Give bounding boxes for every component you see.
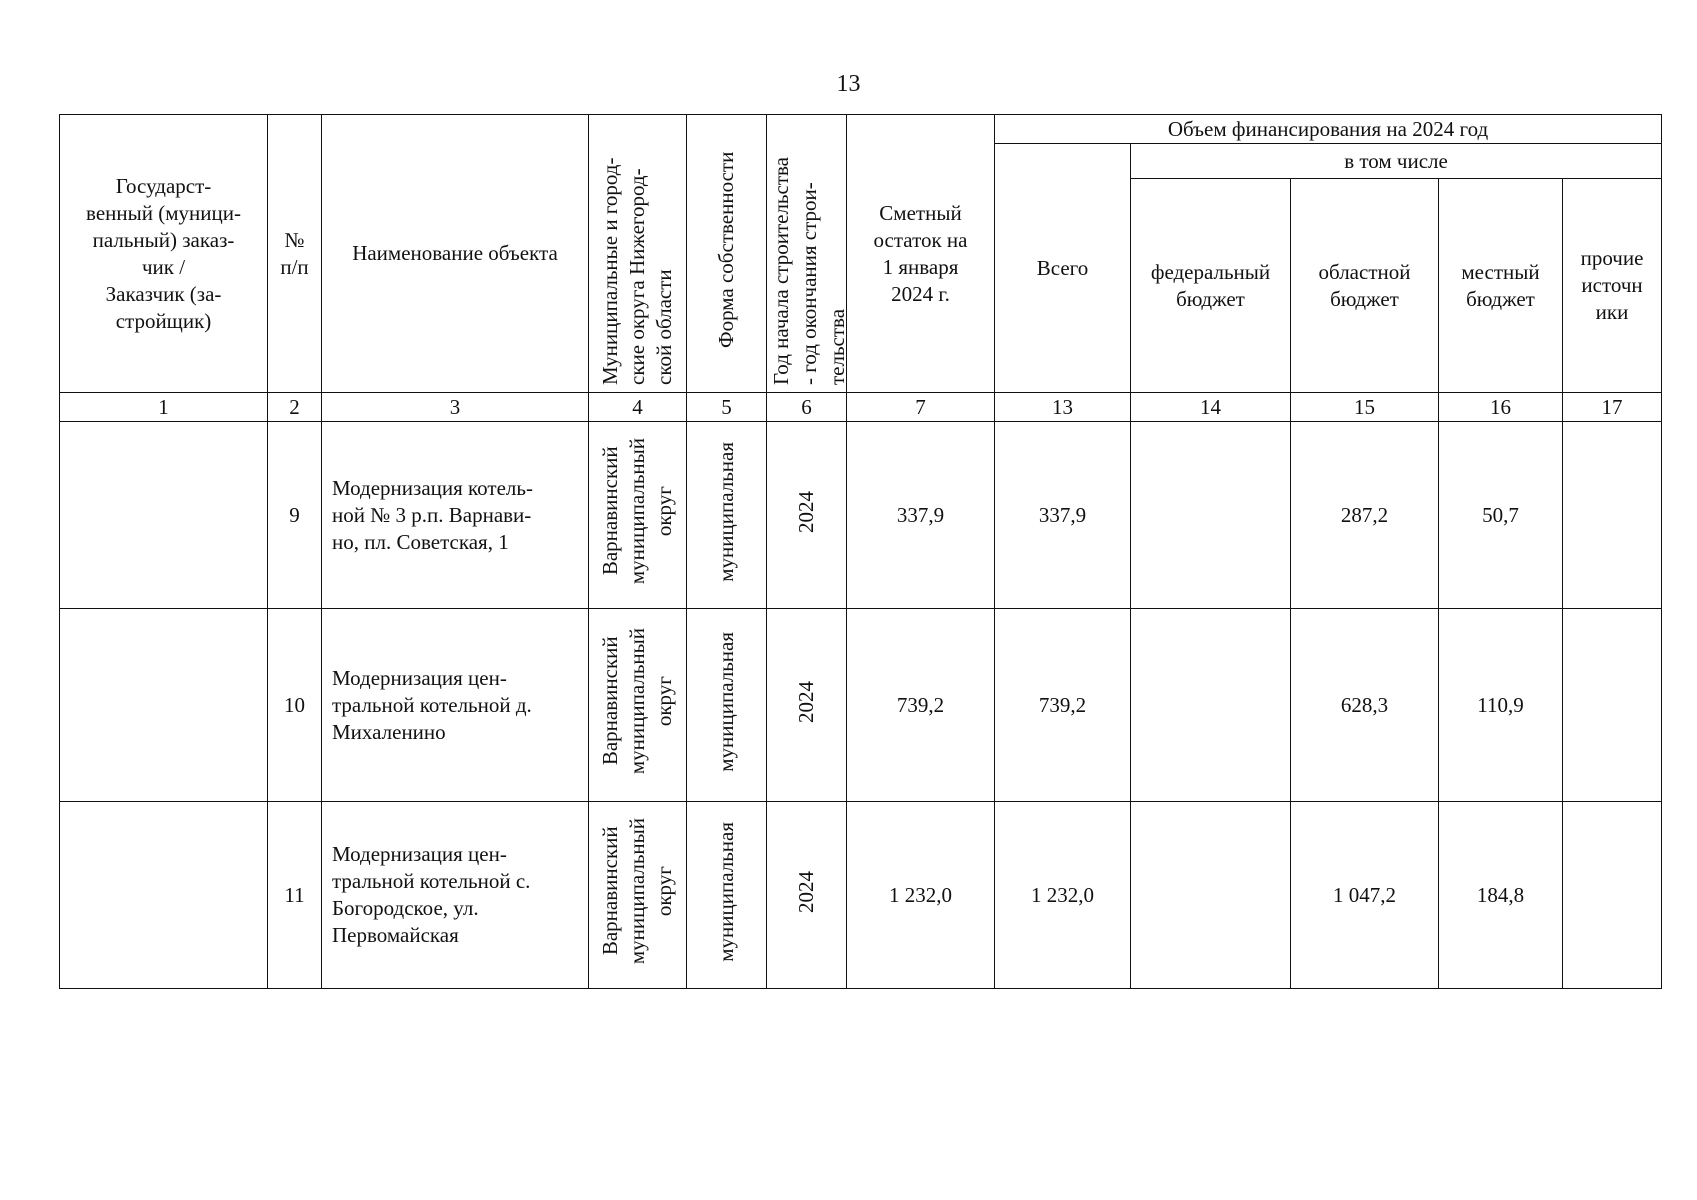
header-other: прочие источн ики (1563, 179, 1662, 393)
header-ownership (687, 115, 767, 393)
cell-object-name: Модернизация цен- тральной котельной с. Богородское, ул. Первомайская (322, 802, 589, 989)
cell-number: 10 (268, 609, 322, 802)
column-number: 3 (322, 393, 589, 422)
header-federal: федеральный бюджет (1131, 179, 1291, 393)
table-row (60, 609, 1662, 802)
cell-years-text: 2024 (794, 870, 818, 913)
header-number: № п/п (268, 115, 322, 393)
page-number: 13 (836, 71, 861, 97)
cell-estimate-balance: 1 232,0 (847, 802, 995, 989)
cell-regional: 628,3 (1291, 609, 1439, 802)
cell-object-name: Модернизация котель- ной № 3 р.п. Варнави- но, пл. Советская, 1 (322, 422, 589, 609)
column-number: 2 (268, 393, 322, 422)
table-row (60, 422, 1662, 609)
header-financing-group: Объем финансирования на 2024 год (995, 115, 1662, 144)
column-number: 6 (767, 393, 847, 422)
cell-ownership (687, 802, 767, 989)
header-customer: Государст- венный (муници- пальный) заказ- чик / Заказчик (за- стройщик) (60, 115, 268, 393)
column-number: 13 (995, 393, 1131, 422)
column-number: 17 (1563, 393, 1662, 422)
cell-total: 739,2 (995, 609, 1131, 802)
cell-federal (1131, 422, 1291, 609)
column-number: 16 (1439, 393, 1563, 422)
cell-ownership (687, 609, 767, 802)
cell-other (1563, 802, 1662, 989)
column-number: 4 (589, 393, 687, 422)
cell-number: 11 (268, 802, 322, 989)
cell-ownership-text: муниципальная (714, 631, 738, 772)
cell-customer (60, 802, 268, 989)
cell-total: 337,9 (995, 422, 1131, 609)
cell-estimate-balance: 739,2 (847, 609, 995, 802)
cell-years (767, 609, 847, 802)
cell-ownership-text: муниципальная (714, 441, 738, 582)
column-number: 15 (1291, 393, 1439, 422)
cell-number: 9 (268, 422, 322, 609)
header-years (767, 115, 847, 393)
header-municipality (589, 115, 687, 393)
header-municipality-text: Муниципальные и город- ские округа Нижегород- ской области (598, 157, 676, 385)
cell-municipality (589, 802, 687, 989)
cell-municipality-text: Варнавинский муниципальный округ (598, 438, 676, 585)
cell-regional: 1 047,2 (1291, 802, 1439, 989)
header-total: Всего (995, 144, 1131, 393)
cell-municipality-text: Варнавинский муниципальный округ (598, 628, 676, 775)
cell-customer (60, 422, 268, 609)
cell-object-name: Модернизация цен- тральной котельной д. Михаленино (322, 609, 589, 802)
financing-table (59, 114, 1662, 989)
cell-years (767, 422, 847, 609)
column-number: 5 (687, 393, 767, 422)
cell-municipality-text: Варнавинский муниципальный округ (598, 818, 676, 965)
header-local: местный бюджет (1439, 179, 1563, 393)
header-object-name: Наименование объекта (322, 115, 589, 393)
cell-ownership-text: муниципальная (714, 821, 738, 962)
header-ownership-text: Форма собственности (714, 151, 738, 349)
cell-ownership (687, 422, 767, 609)
table-row (60, 802, 1662, 989)
cell-estimate-balance: 337,9 (847, 422, 995, 609)
cell-years (767, 802, 847, 989)
column-number: 14 (1131, 393, 1291, 422)
cell-federal (1131, 802, 1291, 989)
header-including: в том числе (1131, 144, 1662, 179)
header-row-1 (60, 115, 1662, 144)
cell-years-text: 2024 (794, 490, 818, 533)
cell-federal (1131, 609, 1291, 802)
header-years-text: Год начала строительства - год окончания строи- тельства (769, 157, 849, 385)
cell-municipality (589, 609, 687, 802)
header-regional: областной бюджет (1291, 179, 1439, 393)
cell-years-text: 2024 (794, 680, 818, 723)
cell-municipality (589, 422, 687, 609)
cell-local: 110,9 (1439, 609, 1563, 802)
cell-regional: 287,2 (1291, 422, 1439, 609)
cell-local: 50,7 (1439, 422, 1563, 609)
column-number: 1 (60, 393, 268, 422)
cell-other (1563, 422, 1662, 609)
cell-local: 184,8 (1439, 802, 1563, 989)
cell-total: 1 232,0 (995, 802, 1131, 989)
column-number: 7 (847, 393, 995, 422)
column-number-row (60, 393, 1662, 422)
header-estimate-balance: Сметный остаток на 1 января 2024 г. (847, 115, 995, 393)
cell-customer (60, 609, 268, 802)
cell-other (1563, 609, 1662, 802)
